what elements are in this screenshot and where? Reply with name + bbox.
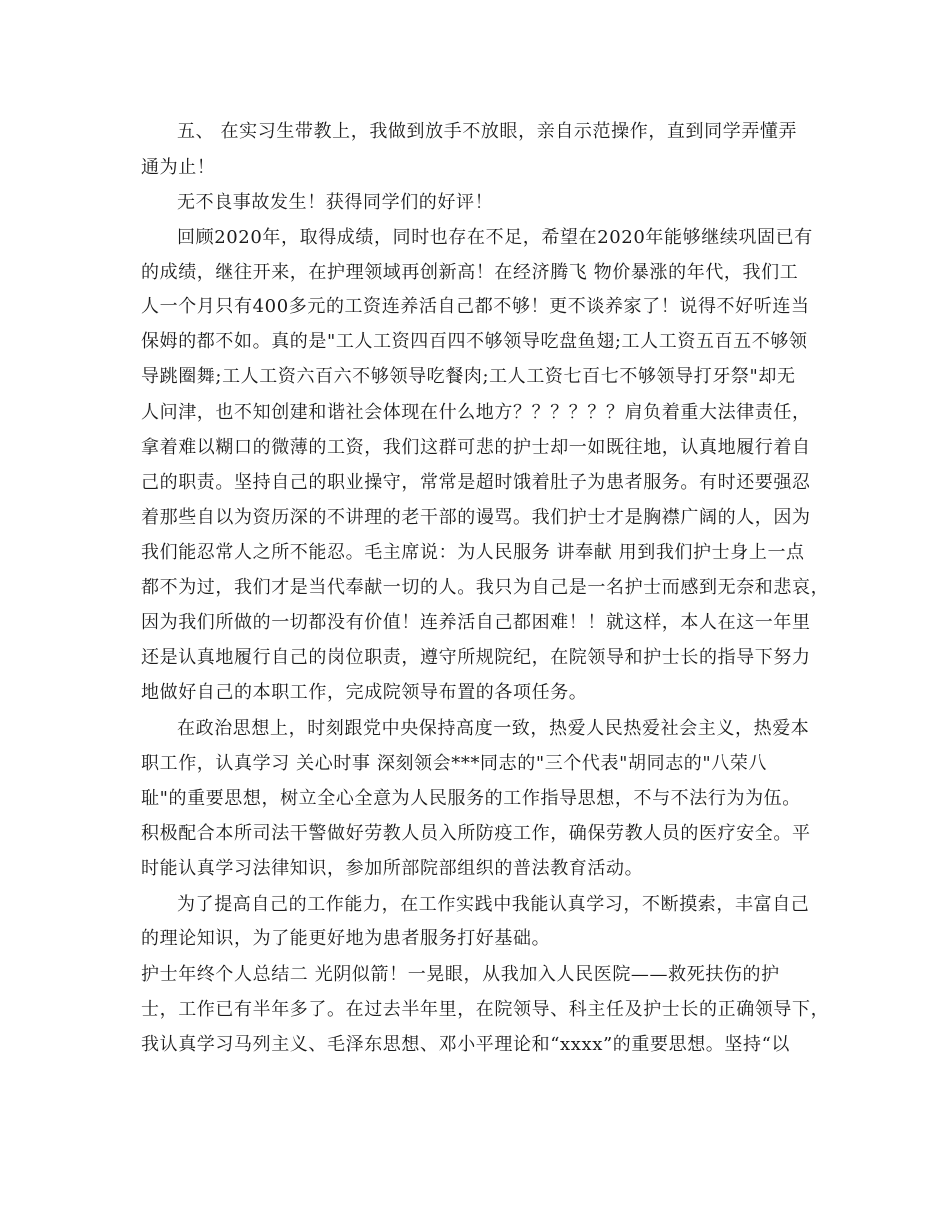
section-heading-line: 护士年终个人总结二 光阴似箭！一晃眼，从我加入人民医院——救死扶伤的护	[141, 964, 780, 985]
paragraph-line: 五、 在实习生带教上，我做到放手不放眼，亲自示范操作，直到同学弄懂弄	[177, 121, 798, 142]
paragraph-line: 的理论知识，为了能更好地为患者服务打好基础。	[141, 928, 551, 949]
paragraph-line: 拿着难以糊口的微薄的工资，我们这群可悲的护士却一如既往地，认真地履行着自	[141, 437, 811, 458]
paragraph-line: 回顾2020年，取得成绩，同时也存在不足，希望在2020年能够继续巩固已有	[177, 227, 813, 248]
paragraph-line: 保姆的都不如。真的是"工人工资四百四不够领导吃盘鱼翅;工人工资五百五不够领	[141, 331, 808, 352]
paragraph-line: 时能认真学习法律知识，参加所部院部组织的普法教育活动。	[141, 858, 644, 879]
paragraph-line: 职工作，认真学习 关心时事 深刻领会***同志的"三个代表"胡同志的"八荣八	[141, 753, 768, 774]
paragraph-line: 着那些自以为资历深的不讲理的老干部的谩骂。我们护士才是胸襟广阔的人，因为	[141, 507, 811, 528]
paragraph-line: 无不良事故发生！获得同学们的好评！	[177, 192, 494, 213]
paragraph-line: 在政治思想上，时刻跟党中央保持高度一致，热爱人民热爱社会主义，热爱本	[177, 718, 810, 739]
paragraph-line: 因为我们所做的一切都没有价值！连养活自己都困难！！就这样，本人在这一年里	[141, 612, 811, 633]
paragraph-line: 人一个月只有400多元的工资连养活自己都不够！更不谈养家了！说得不好听连当	[141, 296, 810, 317]
paragraph-line: 积极配合本所司法干警做好劳教人员入所防疫工作，确保劳教人员的医疗安全。平	[141, 823, 811, 844]
paragraph-line: 的成绩，继往开来，在护理领域再创新高！在经济腾飞 物价暴涨的年代，我们工	[141, 262, 799, 283]
paragraph-line: 地做好自己的本职工作，完成院领导布置的各项任务。	[141, 682, 588, 703]
paragraph-line: 为了提高自己的工作能力，在工作实践中我能认真学习，不断摸索，丰富自己	[177, 894, 810, 915]
paragraph-line: 还是认真地履行自己的岗位职责，遵守所规院纪，在院领导和护士长的指导下努力	[141, 647, 811, 668]
paragraph-line: 都不为过，我们才是当代奉献一切的人。我只为自己是一名护士而感到无奈和悲哀，	[141, 577, 830, 598]
paragraph-line: 士，工作已有半年多了。在过去半年里，在院领导、科主任及护士长的正确领导下，	[141, 999, 830, 1020]
paragraph-line: 人问津，也不知创建和谐社会体现在什么地方？？？？？？肩负着重大法律责任，	[141, 402, 811, 423]
paragraph-line: 通为止！	[141, 157, 216, 178]
paragraph-line: 我认真学习马列主义、毛泽东思想、邓小平理论和“xxxx”的重要思想。坚持“以	[141, 1034, 791, 1055]
paragraph-line: 我们能忍常人之所不能忍。毛主席说：为人民服务 讲奉献 用到我们护士身上一点	[141, 542, 805, 563]
paragraph-line: 己的职责。坚持自己的职业操守，常常是超时饿着肚子为患者服务。有时还要强忍	[141, 472, 811, 493]
paragraph-line: 耻"的重要思想，树立全心全意为人民服务的工作指导思想，不与不法行为为伍。	[141, 788, 801, 809]
paragraph-line: 导跳圈舞;工人工资六百六不够领导吃餐肉;工人工资七百七不够领导打牙祭"却无	[141, 366, 796, 387]
